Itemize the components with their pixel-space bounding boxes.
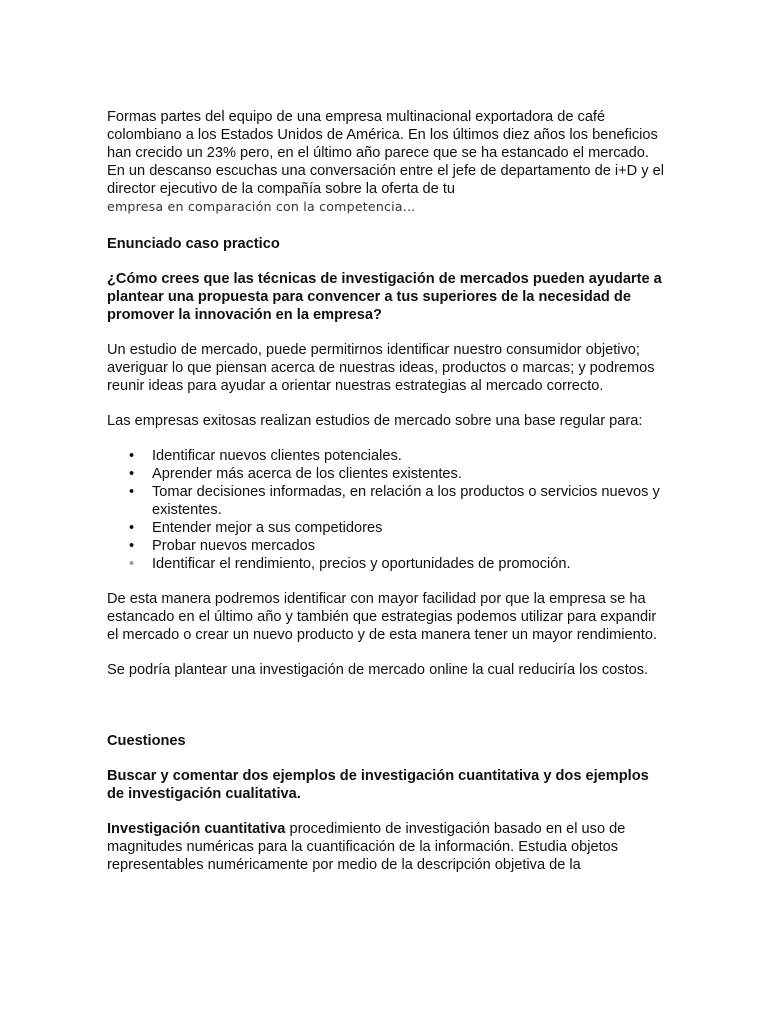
list-item: • Entender mejor a sus competidores xyxy=(107,519,667,537)
case-title: Enunciado caso practico xyxy=(107,236,280,252)
list-intro: Las empresas exitosas realizan estudios de mercado sobre una base regular para: xyxy=(107,413,643,429)
intro-text: Formas partes del equipo de una empresa multinacional exportadora de café colombiano a los Estados Unidos de América. En los últimos diez años los beneficios han crecido un 23% pero, en el último año parece que se ha estancado el mercado. En un descanso escuchas una conversación entre el jefe de departamento de i+D y el director ejecutivo de la compañía sobre la oferta de tu xyxy=(107,109,664,197)
list-item: • Aprender más acerca de los clientes existentes. xyxy=(107,465,667,483)
quant-text: procedimiento de investigación basado en el uso de magnitudes numéricas para la cuantificación de la información. Estudia objetos representables numéricamente por medio de la descripción objetiva de la xyxy=(107,821,626,873)
paragraph-3: Se podría plantear una investigación de mercado online la cual reduciría los costos. xyxy=(107,662,649,678)
questions-title: Cuestiones xyxy=(107,733,186,749)
list-item: • Tomar decisiones informadas, en relación a los productos o servicios nuevos y existentes. xyxy=(107,483,667,519)
bullet-list xyxy=(107,447,667,573)
intro-paragraph xyxy=(107,108,667,216)
paragraph-2: De esta manera podremos identificar con mayor facilidad por que la empresa se ha estancado en el último año y también que estrategias podemos utilizar para expandir el mercado o crear un nuevo producto y de esta manera tener un mayor rendimiento. xyxy=(107,591,658,643)
intro-last-line: empresa en comparación con la competencia... xyxy=(107,199,416,214)
list-item: • Identificar el rendimiento, precios y oportunidades de promoción. xyxy=(107,555,667,573)
question-2: Buscar y comentar dos ejemplos de investigación cuantitativa y dos ejemplos de investigación cualitativa. xyxy=(107,768,649,802)
list-item: • Identificar nuevos clientes potenciales. xyxy=(107,447,667,465)
question-1: ¿Cómo crees que las técnicas de investigación de mercados pueden ayudarte a plantear una propuesta para convencer a tus superiores de la necesidad de promover la innovación en la empresa? xyxy=(107,271,662,323)
quant-paragraph xyxy=(107,820,667,874)
quant-term: Investigación cuantitativa xyxy=(107,821,286,837)
list-item: • Probar nuevos mercados xyxy=(107,537,667,555)
answer-1: Un estudio de mercado, puede permitirnos identificar nuestro consumidor objetivo; averiguar lo que piensan acerca de nuestras ideas, productos o marcas; y podremos reunir ideas para ayudar a orientar nuestras estrategias al mercado correcto. xyxy=(107,342,655,394)
document-page xyxy=(107,108,667,874)
